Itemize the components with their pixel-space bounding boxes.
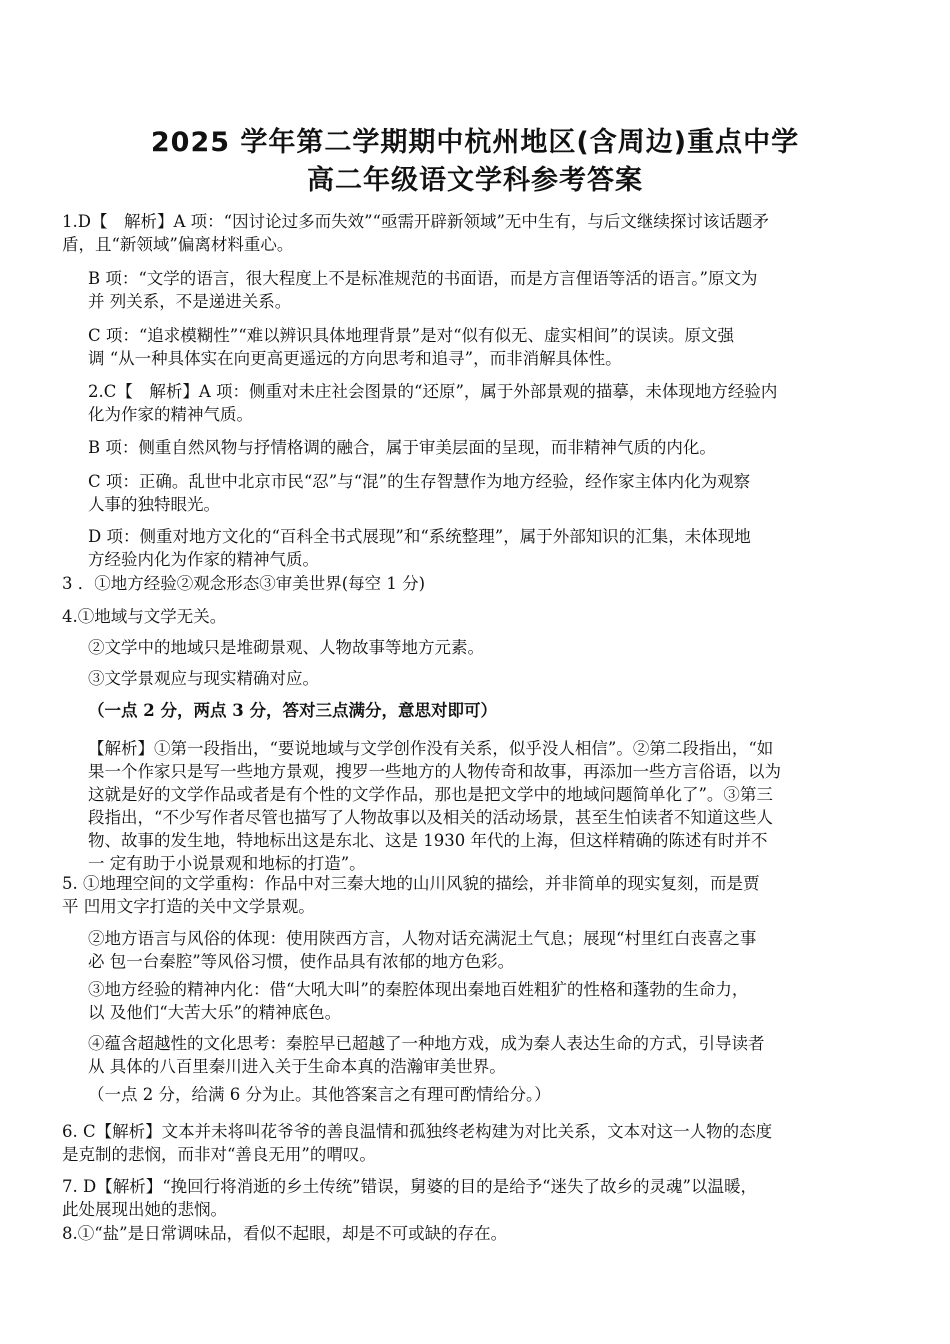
answer-4-analysis [88,737,781,875]
answer-1-option-b [88,267,758,313]
text-line: 4.①地域与文学无关。 [62,607,227,626]
answer-8 [62,1222,507,1245]
text-line: 方经验内化为作家的精神气质。 [88,550,319,569]
answer-5-point-1 [62,872,760,918]
answer-6 [62,1120,772,1166]
answer-5-point-2 [88,927,756,973]
text-line: 【解析】①第一段指出，“要说地域与文学创作没有关系，似乎没人相信”。②第二段指出，“如 [88,739,774,758]
text-line: （一点 2 分，两点 3 分，答对三点满分，意思对即可） [88,701,497,720]
text-line: 5. ①地理空间的文学重构：作品中对三秦大地的山川风貌的描绘，并非简单的现实复刻，而是贾 [62,874,760,893]
answer-2-option-c [88,470,750,516]
answer-4-point-2 [88,636,484,659]
text-line: 是克制的悲悯，而非对“善良无用”的喟叹。 [62,1145,376,1164]
answer-2 [88,380,777,426]
text-line: B 项：“文学的语言，很大程度上不是标准规范的书面语，而是方言俚语等活的语言。”原文为 [88,269,758,288]
text-line: 3 ．①地方经验②观念形态③审美世界(每空 1 分) [62,574,426,593]
text-line: 8.①“盐”是日常调味品，看似不起眼，却是不可或缺的存在。 [62,1224,508,1243]
text-line: 盾，且“新领域”偏离材料重心。 [62,235,294,254]
text-line: ②地方语言与风俗的体现：使用陕西方言，人物对话充满泥土气息；展现“村里红白丧喜之事 [88,929,757,948]
document-subtitle: 高二年级语文学科参考答案 [307,165,643,196]
answer-2-option-d [88,525,751,571]
text-line: 从 具体的八百里秦川进入关于生命本真的浩瀚审美世界。 [88,1057,506,1076]
text-line: 并 列关系，不是递进关系。 [88,292,292,311]
text-line: 这就是好的文学作品或者是有个性的文学作品，那也是把文学中的地域问题简单化了”。③第三 [88,785,773,804]
text-line: ③文学景观应与现实精确对应。 [88,669,319,688]
text-line: B 项：侧重自然风物与抒情格调的融合，属于审美层面的呈现，而非精神气质的内化。 [88,438,716,457]
answer-4-point-1 [62,605,226,628]
text-line: 必 包一台秦腔”等风俗习惯，使作品具有浓郁的地方色彩。 [88,952,515,971]
text-line: 此处展现出她的悲悯。 [62,1200,227,1219]
text-line: 调 “从一种具体实在向更高更遥远的方向思考和追寻”，而非消解具体性。 [88,349,622,368]
answer-5-point-4 [88,1032,765,1078]
answer-3 [62,572,425,595]
text-line: 7. D【解析】“挽回行将消逝的乡土传统”错误，舅婆的目的是给予“迷失了故乡的灵魂”以温暖， [62,1177,757,1196]
text-line: 以 及他们“大苦大乐”的精神底色。 [88,1003,342,1022]
answer-5-point-3 [88,978,748,1024]
answer-4-point-3 [88,667,319,690]
text-line: C 项：“追求模糊性”“难以辨识具体地理背景”是对“似有似无、虚实相间”的误读。原文强 [88,326,734,345]
text-line: 2.C【 解析】A 项：侧重对未庄社会图景的“还原”，属于外部景观的描摹，未体现地方经验内 [88,382,778,401]
text-line: 段指出，“不少写作者尽管也描写了人物故事以及相关的活动场景，甚至生怕读者不知道这些人 [88,808,773,827]
text-line: 物、故事的发生地，特地标出这是东北、这是 1930 年代的上海，但这样精确的陈述有时并不 [88,831,768,850]
answer-1-option-c [88,324,734,370]
answer-1 [62,210,769,256]
text-line: D 项：侧重对地方文化的“百科全书式展现”和“系统整理”，属于外部知识的汇集，未体现地 [88,527,751,546]
answer-2-option-b [88,436,716,459]
text-line: ③地方经验的精神内化：借“大吼大叫”的秦腔体现出秦地百姓粗犷的性格和蓬勃的生命力， [88,980,749,999]
text-line: ④蕴含超越性的文化思考：秦腔早已超越了一种地方戏，成为秦人表达生命的方式，引导读者 [88,1034,765,1053]
text-line: 化为作家的精神气质。 [88,405,253,424]
text-line: C 项：正确。乱世中北京市民“忍”与“混”的生存智慧作为地方经验，经作家主体内化为观察 [88,472,751,491]
text-line: ②文学中的地域只是堆砌景观、人物故事等地方元素。 [88,638,484,657]
text-line: 果一个作家只是写一些地方景观，搜罗一些地方的人物传奇和故事，再添加一些方言俗语，以为 [88,762,781,781]
text-line: 1.D【 解析】A 项：“因讨论过多而失效”“亟需开辟新领域”无中生有，与后文继续探讨该话题矛 [62,212,769,231]
answer-5-scoring [88,1083,551,1106]
text-line: 6. C【解析】文本并未将叫花爷爷的善良温情和孤独终老构建为对比关系，文本对这一人物的态度 [62,1122,773,1141]
answer-7 [62,1175,757,1221]
text-line: 平 凹用文字打造的关中文学景观。 [62,897,315,916]
answer-4-scoring [88,699,497,722]
text-line: 一 定有助于小说景观和地标的打造”。 [88,854,366,873]
text-line: 人事的独特眼光。 [88,495,220,514]
text-line: （一点 2 分，给满 6 分为止。其他答案言之有理可酌情给分。） [88,1085,551,1104]
document-title: 2025 学年第二学期期中杭州地区(含周边)重点中学 [150,127,800,158]
